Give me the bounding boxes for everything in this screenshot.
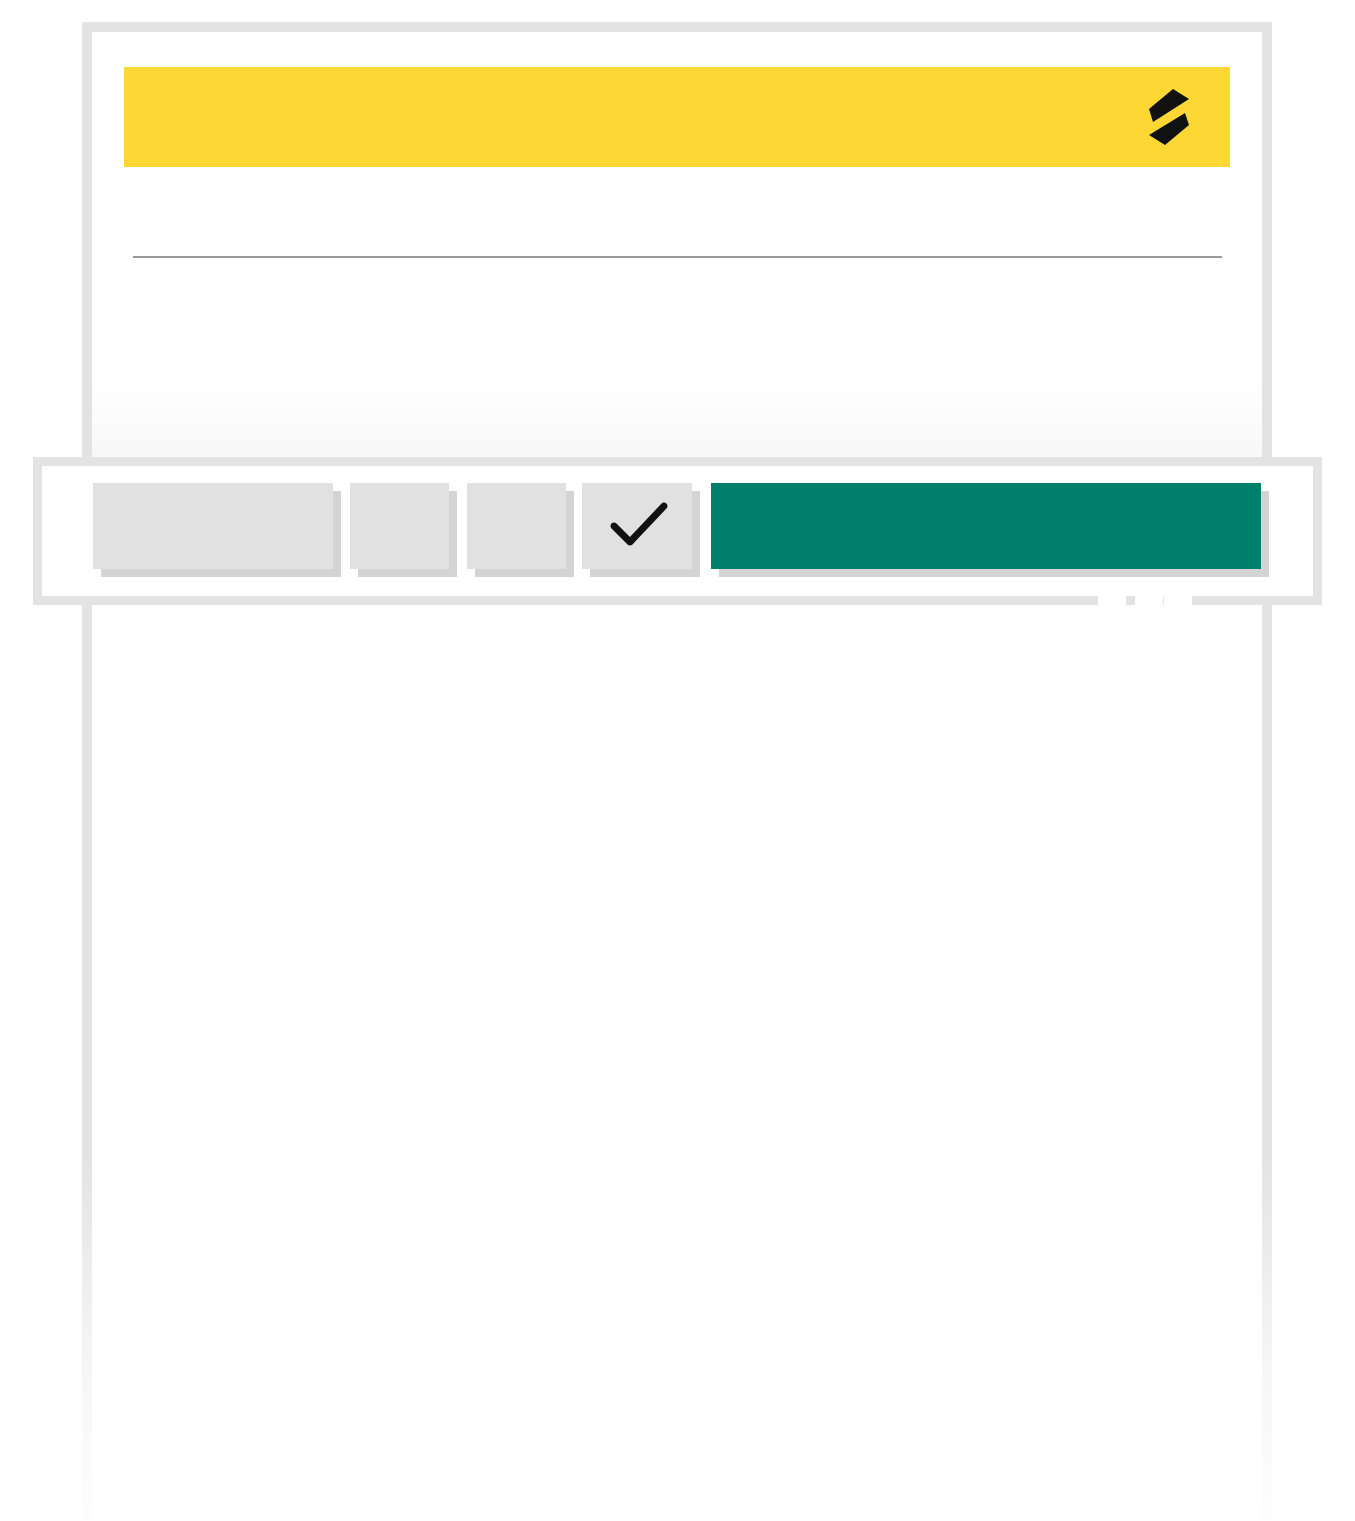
- divider-notch: [1098, 596, 1126, 605]
- highlighted-date-cell: [467, 483, 566, 569]
- header-banner: [124, 67, 1230, 167]
- page-title: [153, 88, 165, 148]
- highlighted-submitted-cell: [582, 483, 692, 569]
- highlighted-status-cell: [350, 483, 449, 569]
- checkmark-icon: [610, 502, 668, 548]
- divider-notch: [1164, 596, 1192, 605]
- divider-notch: [1135, 596, 1163, 605]
- title-separator: [153, 90, 165, 145]
- bolt-logo-icon: [1143, 89, 1195, 145]
- highlighted-name-cell: [93, 483, 333, 569]
- header-divider: [133, 256, 1222, 258]
- highlighted-score-cell: [711, 483, 1261, 569]
- column-header-name[interactable]: [180, 221, 300, 251]
- column-header-team-lead[interactable]: [820, 212, 1120, 242]
- column-header-status[interactable]: [364, 221, 464, 251]
- column-header-submitted[interactable]: [577, 221, 697, 251]
- column-header-date[interactable]: [477, 221, 567, 251]
